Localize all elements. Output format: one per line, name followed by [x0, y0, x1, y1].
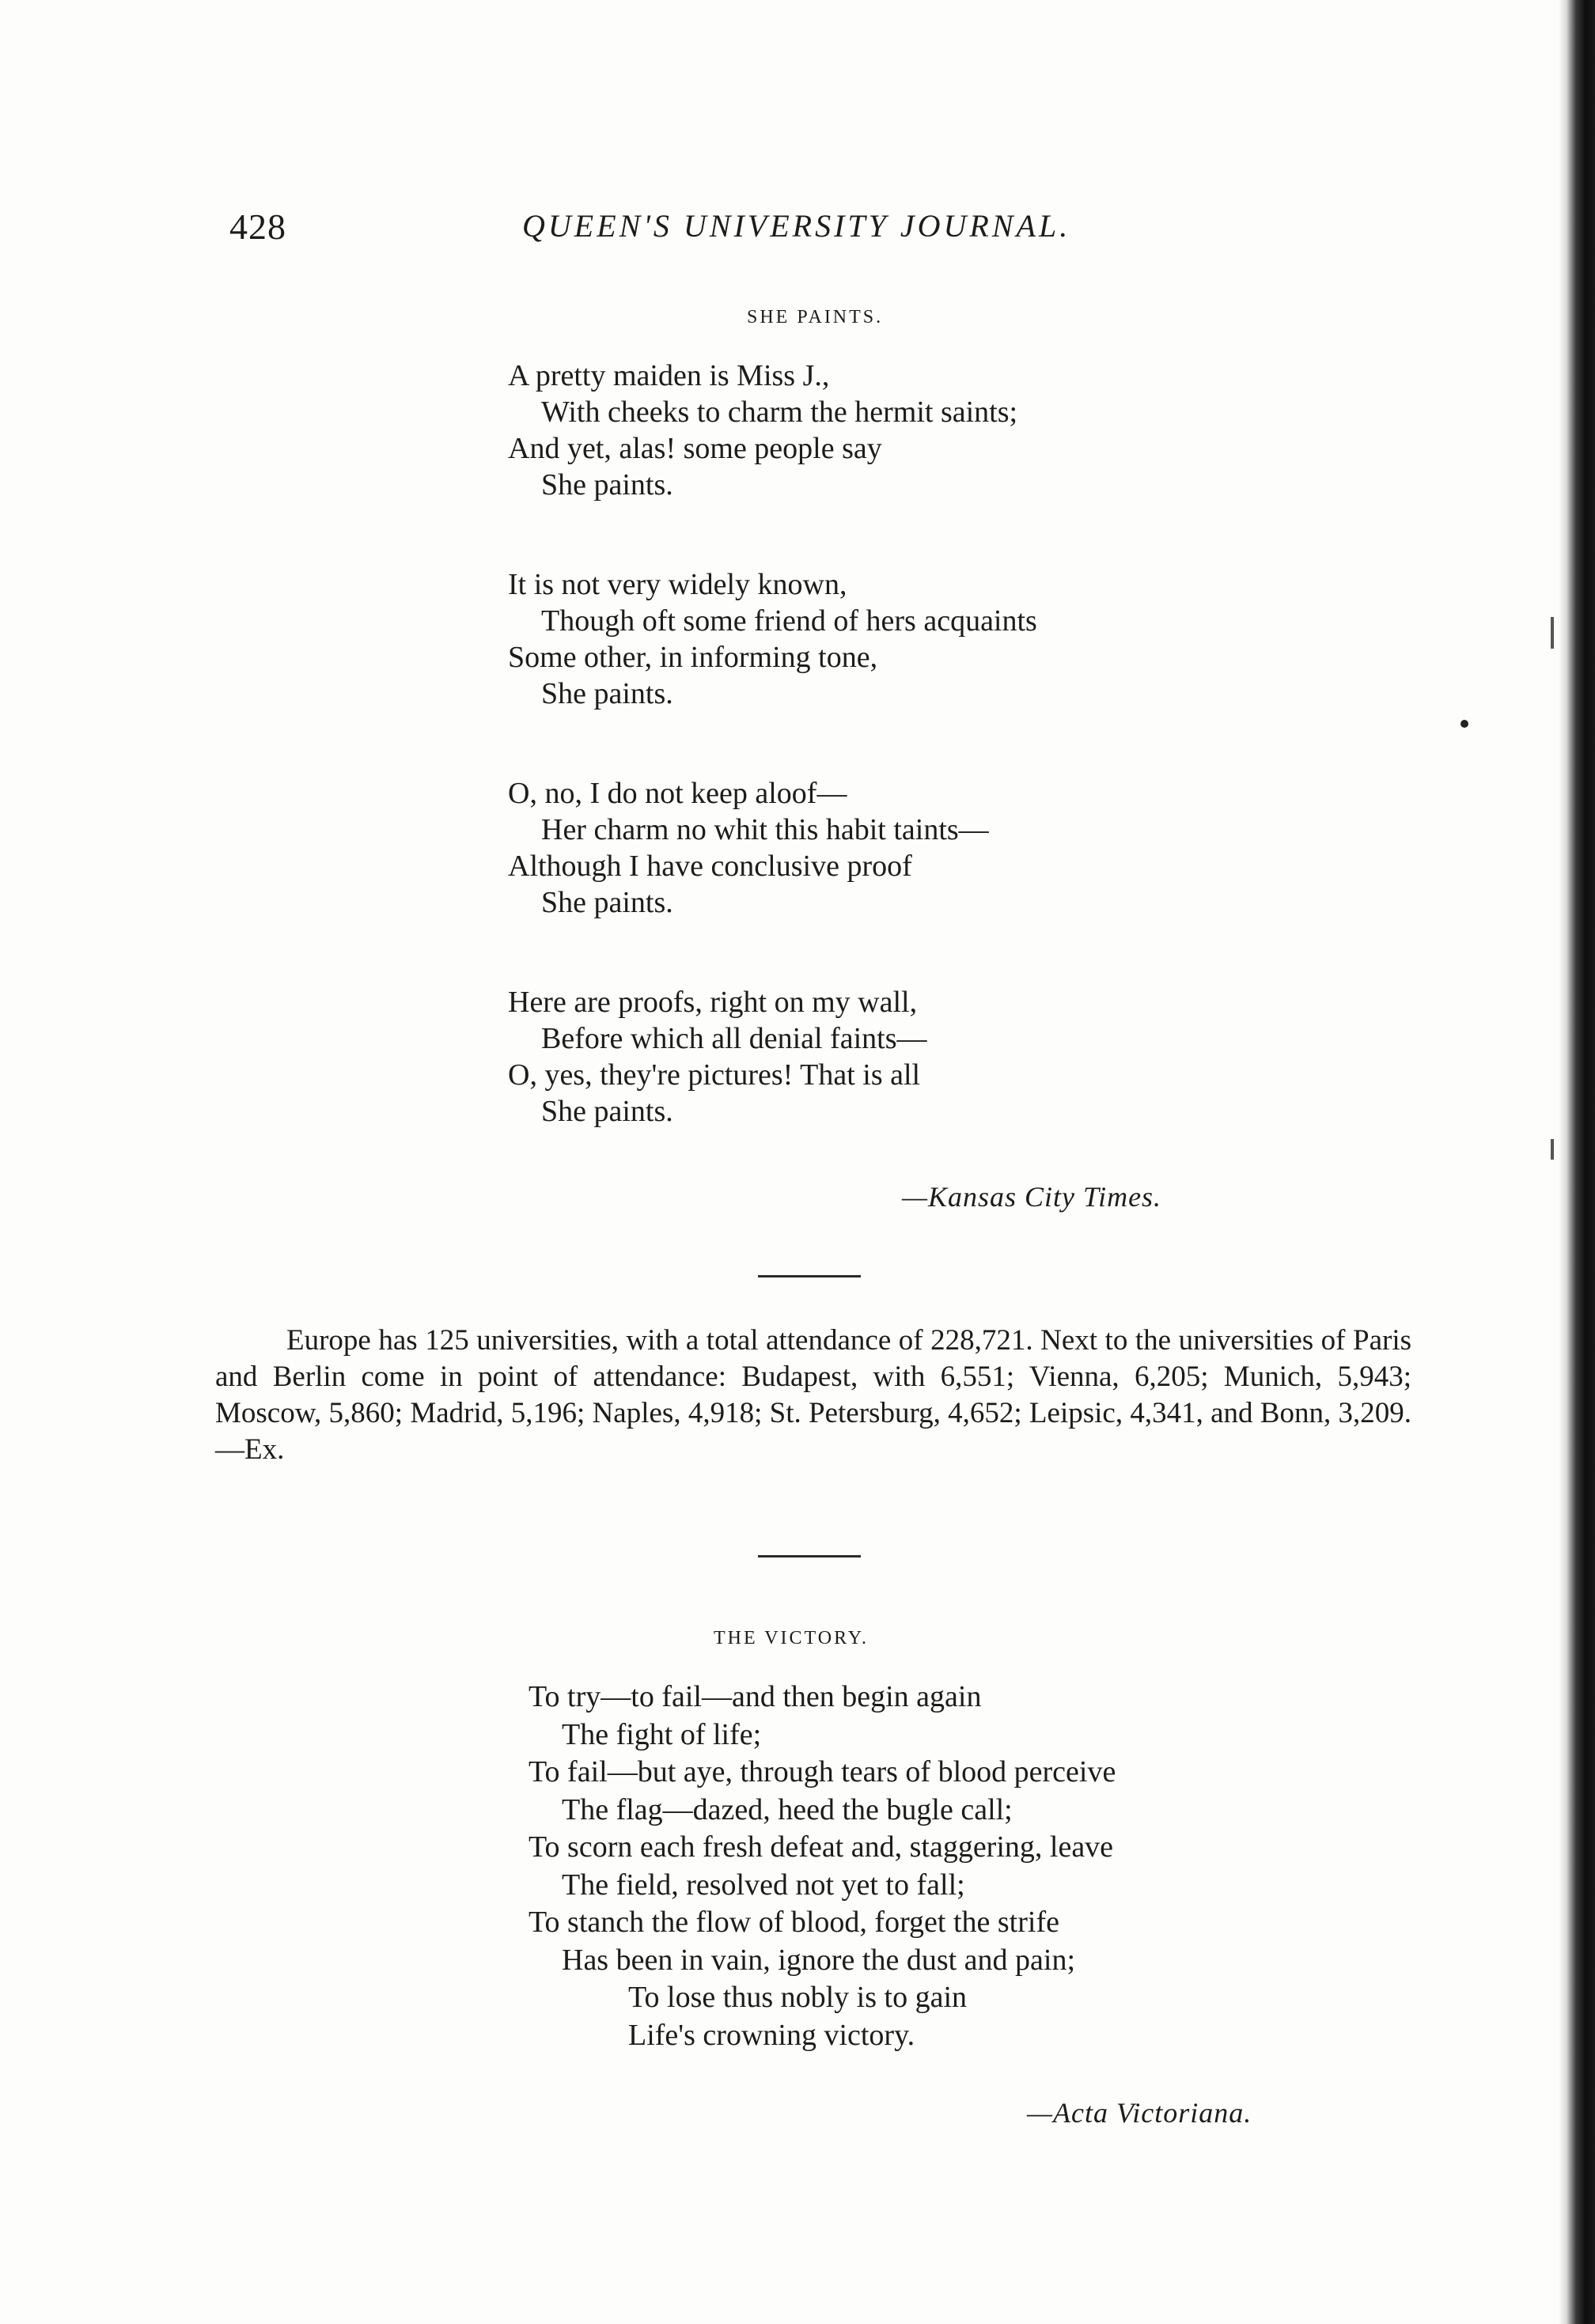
poem-line: To stanch the flow of blood, forget the strife: [529, 1906, 1059, 1939]
poem-the-victory: [529, 1679, 1116, 2054]
poem-line: She paints.: [541, 468, 673, 502]
section-divider: [758, 1275, 861, 1277]
poem-line: Although I have conclusive proof: [508, 850, 912, 883]
poem-she-paints: [508, 358, 1037, 1130]
poem-line: Here are proofs, right on my wall,: [508, 986, 918, 1019]
poem-line: To scorn each fresh defeat and, staggering, leave: [529, 1830, 1114, 1864]
stanza: [508, 358, 1037, 503]
poem-line: O, yes, they're pictures! That is all: [508, 1058, 921, 1092]
stanza: [508, 566, 1037, 712]
poem-line: The fight of life;: [562, 1717, 762, 1751]
poem-line: To fail—but aye, through tears of blood perceive: [529, 1755, 1116, 1788]
poem-title: SHE PAINTS.: [747, 307, 884, 327]
page-header: [229, 206, 1147, 269]
poem-line: The flag—dazed, heed the bugle call;: [562, 1792, 1013, 1826]
poem-line: With cheeks to charm the hermit saints;: [541, 396, 1018, 429]
poem-line: She paints.: [541, 677, 673, 710]
scan-speck: [1461, 720, 1468, 728]
poem-line: O, no, I do not keep aloof—: [508, 777, 847, 810]
stanza: [508, 775, 1037, 921]
poem-line: Before which all denial faints—: [541, 1022, 927, 1055]
poem-title: THE VICTORY.: [714, 1628, 869, 1648]
poem-line: It is not very widely known,: [508, 568, 847, 601]
page-number: 428: [229, 206, 286, 247]
poem-line: The field, resolved not yet to fall;: [562, 1868, 965, 1902]
scan-speck: [1551, 1139, 1554, 1160]
poem-line: She paints.: [541, 886, 673, 919]
poem-attribution: —Acta Victoriana.: [1027, 2097, 1252, 2129]
stanza: [508, 984, 1037, 1130]
poem-line: And yet, alas! some people say: [508, 432, 882, 465]
poem-line: To lose thus nobly is to gain: [628, 1981, 968, 2014]
section-divider: [758, 1555, 861, 1558]
universities-paragraph: Europe has 125 universities, with a total attendance of 228,721. Next to the universities of Paris and Berlin come in point of attendance: Budapest, with 6,551; Vienna, 6,205; Munich, 5,943; Moscow, 5,860; Madrid, 5,196; Naples, 4,918; St. Petersburg, 4,652; Leipsic, 4,341, and Bonn, 3,209.—Ex.: [215, 1324, 1411, 1466]
poem-line: She paints.: [541, 1095, 673, 1128]
poem-line: To try—to fail—and then begin again: [529, 1680, 982, 1713]
scan-speck: [1551, 617, 1554, 649]
poem-line: A pretty maiden is Miss J.,: [508, 359, 830, 392]
poem-line: Life's crowning victory.: [628, 2018, 915, 2052]
poem-line: Her charm no whit this habit taints—: [541, 813, 989, 846]
poem-line: Some other, in informing tone,: [508, 641, 878, 674]
page-binding-edge: [1559, 0, 1595, 2324]
poem-line: Has been in vain, ignore the dust and pain;: [562, 1943, 1076, 1977]
poem-line: Though oft some friend of hers acquaints: [541, 604, 1037, 638]
running-title: QUEEN'S UNIVERSITY JOURNAL.: [522, 208, 1071, 244]
poem-attribution: —Kansas City Times.: [902, 1181, 1162, 1213]
